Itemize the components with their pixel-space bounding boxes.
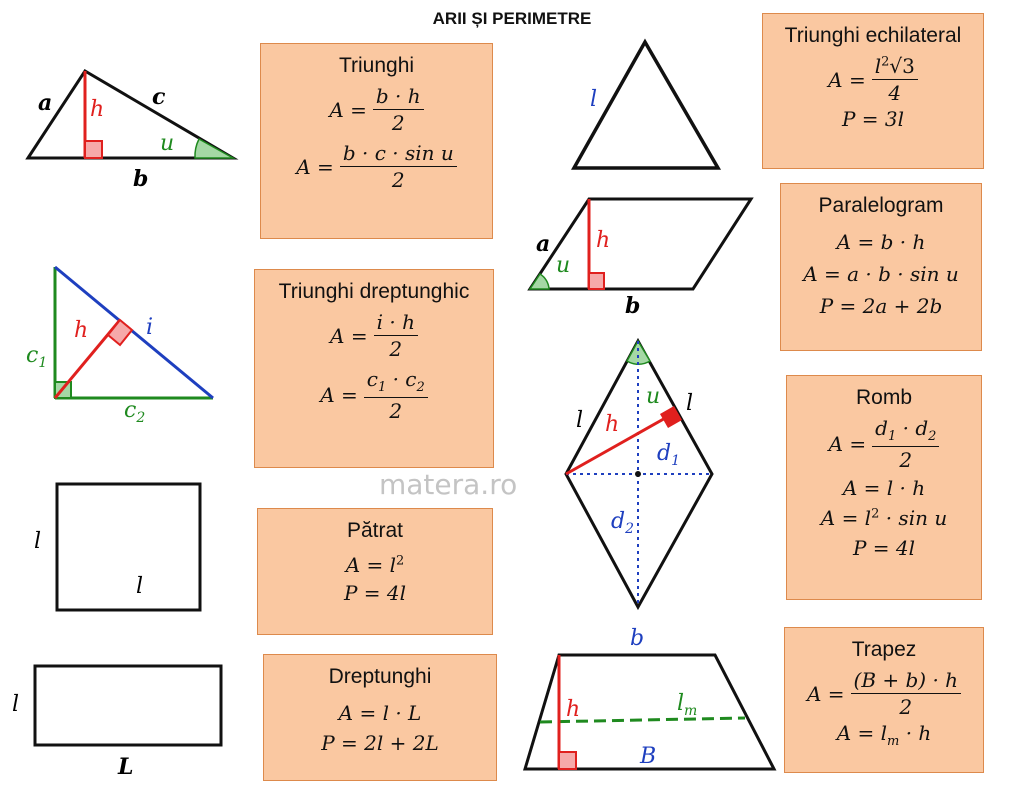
box-title: Romb: [855, 386, 913, 409]
formula: A = $\frac{(B + b) \cdot h}{2}$: [785, 668, 983, 719]
right-triangle-label-c1: c: [26, 343, 39, 368]
trapezoid-figure: [525, 626, 774, 769]
formula: A = $\frac{i \cdot h}{2}$: [255, 310, 493, 361]
right-triangle-figure: [26, 267, 213, 426]
formula: A = $\frac{b \cdot h}{2}$: [261, 84, 492, 135]
triangle-label-b: b: [133, 166, 149, 192]
parallelogram-label-a: a: [536, 231, 551, 257]
box-title: Pătrat: [346, 519, 404, 542]
rhombus-label-l-left: l: [576, 408, 584, 433]
parallelogram-label-h: h: [596, 228, 611, 253]
triangle-figure: [28, 71, 233, 192]
triangle-label-c: c: [152, 84, 166, 110]
box-triunghi-echilateral: [762, 13, 984, 169]
box-trapez: [784, 627, 984, 773]
rhombus-label-h: h: [605, 412, 620, 437]
right-triangle-label-i: i: [146, 315, 154, 340]
parallelogram-label-u: u: [556, 253, 571, 278]
triangle-label-u: u: [160, 131, 175, 156]
rhombus-label-l-right: l: [686, 391, 694, 416]
formula: A = $\frac{d_1 \cdot d_2}{2}$: [787, 416, 981, 472]
rhombus-label-d1: d: [657, 441, 672, 466]
formula: A = l · h: [842, 475, 926, 500]
equilateral-label-l: l: [590, 87, 598, 112]
box-triunghi: [260, 43, 493, 239]
square-figure: [34, 484, 200, 610]
trapezoid-label-h: h: [566, 697, 581, 722]
watermark: matera.ro: [379, 468, 518, 501]
svg-text:d1: $d_1$: [657, 441, 681, 469]
trapezoid-label-b: b: [630, 626, 645, 651]
formula: A = $\frac{\text{b · c · sin u}}{2}$: [261, 141, 492, 192]
svg-text:c1: $c_1$: [26, 343, 48, 371]
formula: P = 2a + 2b: [819, 294, 943, 318]
box-title: Dreptunghi: [328, 665, 432, 688]
rhombus-label-d2: d: [611, 509, 626, 534]
formula: A = $\frac{l^2√3}{4}$: [763, 54, 983, 105]
trapezoid-label-B: B: [640, 744, 657, 769]
box-patrat: [257, 508, 493, 635]
formula: $A = l_m \cdot h$: [836, 721, 932, 749]
box-title: Triunghi dreptunghic: [278, 280, 470, 303]
svg-text:c2: $c_2$: [124, 398, 146, 426]
square-label-l-left: l: [34, 529, 42, 554]
formula: A = l · L: [338, 701, 422, 725]
box-title: Trapez: [851, 638, 917, 661]
rectangle-label-L: L: [118, 754, 134, 780]
equilateral-triangle-figure: [574, 42, 718, 168]
box-title: Triunghi echilateral: [784, 24, 962, 47]
trapezoid-label-lm: l: [677, 691, 685, 716]
box-title: Paralelogram: [818, 194, 944, 217]
svg-text:lm: $l_m$: [677, 691, 698, 719]
formula: A = $\frac{c_1 \cdot c_2}{2}$: [255, 367, 493, 423]
right-triangle-label-h: h: [74, 318, 89, 343]
box-paralelogram: [780, 183, 982, 351]
parallelogram-figure: [530, 199, 751, 319]
triangle-label-a: a: [38, 90, 53, 116]
parallelogram-label-b: b: [625, 293, 641, 319]
box-triunghi-dreptunghic: [254, 269, 494, 468]
formula: A = a · b · sin u: [803, 262, 959, 286]
triangle-label-h: h: [90, 97, 105, 122]
rectangle-figure: [12, 666, 221, 780]
rhombus-label-u: u: [646, 384, 661, 409]
svg-text:d2: $d_2$: [611, 509, 635, 537]
page-title: ARII ȘI PERIMETRE: [432, 9, 592, 28]
rhombus-figure: [566, 341, 712, 607]
formula: P = 4l: [343, 581, 407, 605]
formula: P = 3l: [841, 107, 905, 131]
formula: $A = l^2$: [345, 553, 405, 577]
right-triangle-label-c2: c: [124, 398, 137, 423]
square-label-l-inner: l: [136, 574, 144, 599]
box-dreptunghi: [263, 654, 497, 781]
formula: P = 4l: [852, 535, 916, 560]
formula: $A = l^2 \cdot \sin u$: [820, 505, 948, 530]
formula: A = b · h: [836, 230, 926, 254]
box-title: Triunghi: [338, 54, 415, 77]
formula: P = 2l + 2L: [321, 731, 439, 755]
rectangle-label-l: l: [12, 692, 20, 717]
box-romb: [786, 375, 982, 600]
